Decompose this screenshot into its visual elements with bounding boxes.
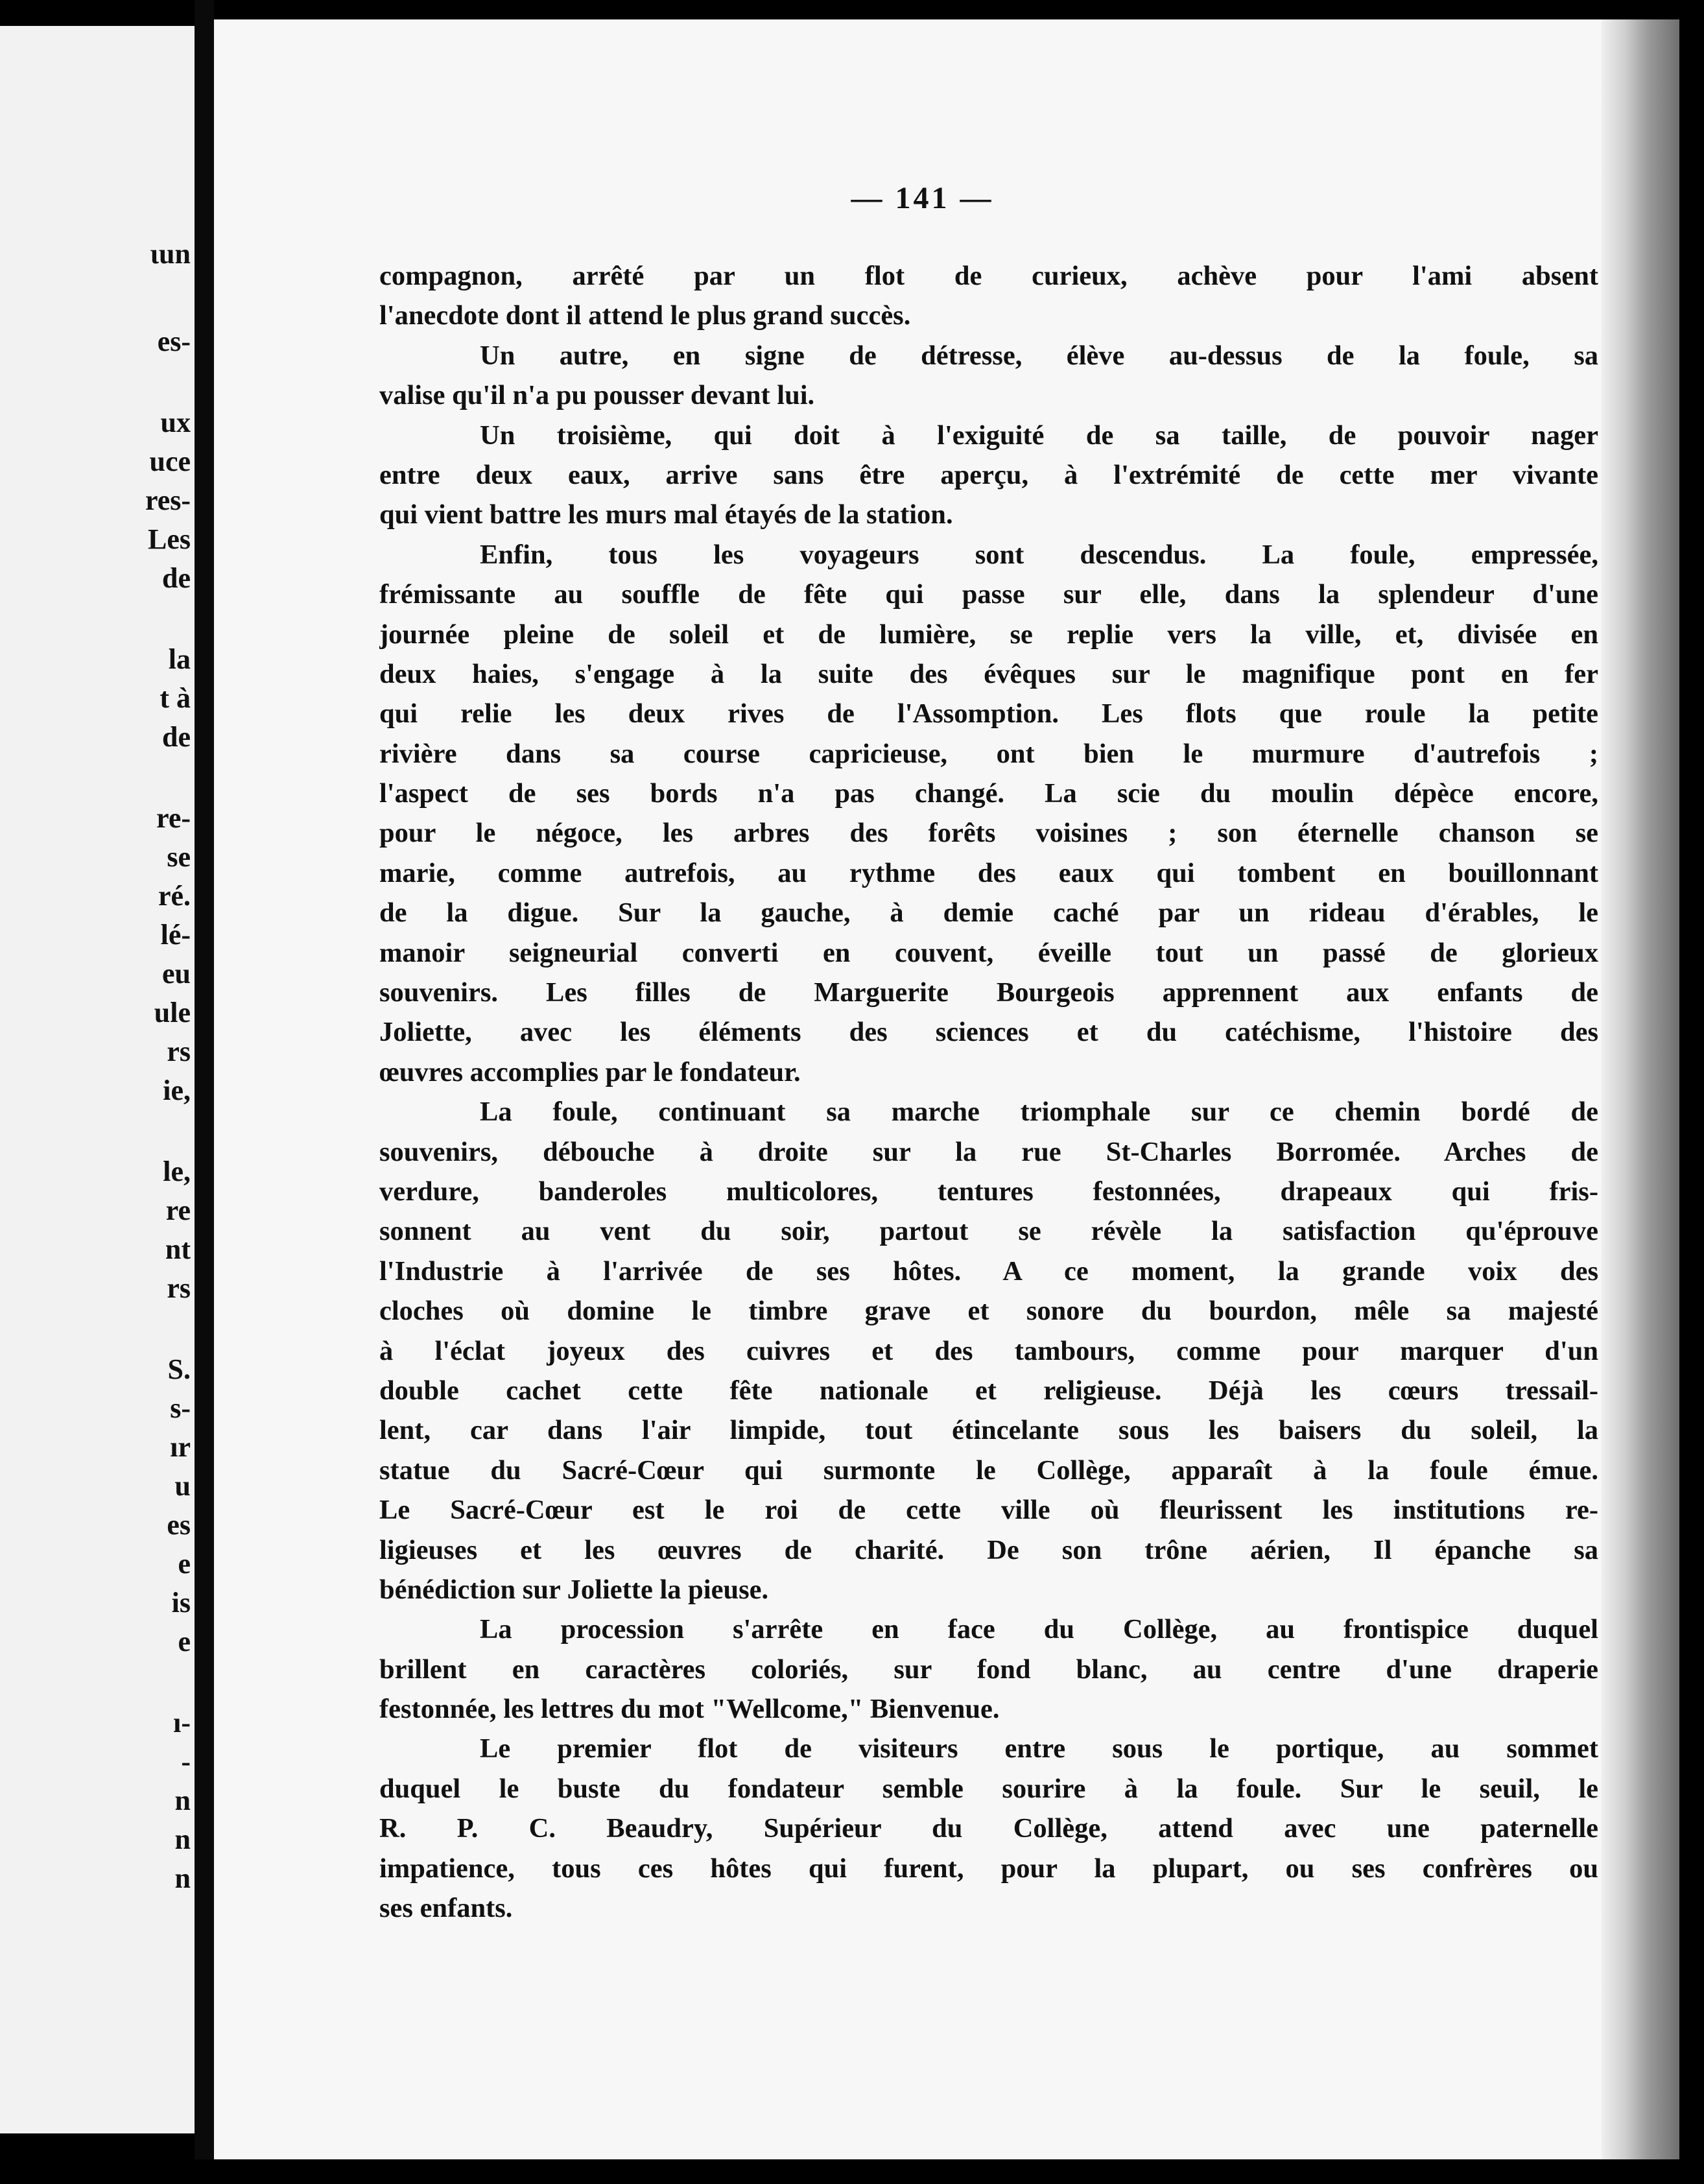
text-line: La foule, continuant sa marche triomphale sur ce chemin bordé de xyxy=(480,1097,1598,1128)
fragment: n xyxy=(174,1862,191,1894)
fragment: Les xyxy=(148,523,191,555)
fragment: es xyxy=(167,1509,191,1541)
text-line: R. P. C. Beaudry, Supérieur du Collège, attend avec une paternelle xyxy=(379,1813,1598,1844)
bottom-border xyxy=(0,2159,1704,2184)
text-line: valise qu'il n'a pu pousser devant lui. xyxy=(379,380,815,411)
top-border xyxy=(0,0,1704,19)
fragment: lé- xyxy=(160,919,191,951)
fragment: re xyxy=(165,1194,191,1226)
text-line: bénédiction sur Joliette la pieuse. xyxy=(379,1574,769,1605)
text-line: manoir seigneurial converti en couvent, éveille tout un passé de glorieux xyxy=(379,937,1598,968)
text-line: double cachet cette fête nationale et religieuse. Déjà les cœurs tressail- xyxy=(379,1375,1598,1406)
facing-page xyxy=(0,26,195,2133)
fragment: ré. xyxy=(158,880,191,912)
fragment: se xyxy=(167,841,191,873)
text-line: de la digue. Sur la gauche, à demie caché par un rideau d'érables, le xyxy=(379,897,1598,929)
main-page xyxy=(214,19,1631,2159)
text-line: Un troisième, qui doit à l'exiguité de sa taille, de pouvoir nager xyxy=(480,420,1598,451)
fragment: u xyxy=(174,1470,191,1502)
fragment: ule xyxy=(154,997,191,1028)
text-line: ligieuses et les œuvres de charité. De son trône aérien, Il épanche sa xyxy=(379,1534,1598,1565)
text-line: lent, car dans l'air limpide, tout étincelante sous les baisers du soleil, la xyxy=(379,1415,1598,1446)
fragment: re- xyxy=(156,802,191,834)
text-line: marie, comme autrefois, au rythme des eaux qui tombent en bouillonnant xyxy=(379,857,1598,888)
gutter xyxy=(195,0,214,2184)
fragment: t à xyxy=(160,682,191,714)
facing-page-fragments xyxy=(0,26,195,2133)
fragment: rs xyxy=(167,1036,191,1067)
text-line: souvenirs, débouche à droite sur la rue St-Charles Borromée. Arches de xyxy=(379,1136,1598,1167)
fragment: la xyxy=(168,643,191,675)
page-edge-shadow xyxy=(1602,19,1679,2159)
text-line: frémissante au souffle de fête qui passe sur elle, dans la splendeur d'une xyxy=(379,579,1598,610)
fragment: is xyxy=(171,1587,191,1619)
text-line: La procession s'arrête en face du Collège, au frontispice duquel xyxy=(480,1614,1598,1645)
fragment: de xyxy=(162,562,191,594)
page-number: — 141 — xyxy=(851,181,994,215)
text-line: qui vient battre les murs mal étayés de la station. xyxy=(379,499,953,530)
text-line: pour le négoce, les arbres des forêts voisines ; son éternelle chanson se xyxy=(379,818,1598,849)
fragment: uce xyxy=(149,445,191,477)
fragment: ux xyxy=(160,407,191,438)
fragment: s- xyxy=(170,1392,191,1424)
body-text xyxy=(379,256,1598,1928)
fragment: de xyxy=(162,721,191,753)
text-line: deux haies, s'engage à la suite des évêques sur le magnifique pont en fer xyxy=(379,658,1598,689)
text-line: l'anecdote dont il attend le plus grand succès. xyxy=(379,300,911,331)
fragment: nt xyxy=(165,1233,191,1265)
fragment: ιun xyxy=(150,238,191,270)
fragment: ı- xyxy=(173,1707,191,1739)
text-line: souvenirs. Les filles de Marguerite Bourgeois apprennent aux enfants de xyxy=(379,977,1598,1008)
fragment: n xyxy=(174,1823,191,1855)
fragment: - xyxy=(181,1746,191,1777)
text-line: statue du Sacré-Cœur qui surmonte le Collège, apparaît à la foule émue. xyxy=(379,1454,1598,1486)
text-line: œuvres accomplies par le fondateur. xyxy=(379,1056,801,1087)
text-line: Le Sacré-Cœur est le roi de cette ville où fleurissent les institutions re- xyxy=(379,1495,1598,1526)
text-line: festonnée, les lettres du mot "Wellcome," Bienvenue. xyxy=(379,1694,1000,1725)
fragment: eu xyxy=(162,958,191,990)
text-line: Le premier flot de visiteurs entre sous le portique, au sommet xyxy=(480,1733,1598,1764)
text-line: cloches où domine le timbre grave et sonore du bourdon, mêle sa majesté xyxy=(379,1296,1598,1327)
text-line: sonnent au vent du soir, partout se révèle la satisfaction qu'éprouve xyxy=(379,1216,1598,1247)
text-line: Un autre, en signe de détresse, élève au-dessus de la foule, sa xyxy=(480,340,1598,371)
text-line: rivière dans sa course capricieuse, ont bien le murmure d'autrefois ; xyxy=(379,738,1598,769)
text-line: compagnon, arrêté par un flot de curieux, achève pour l'ami absent xyxy=(379,261,1598,291)
fragment: ır xyxy=(170,1431,191,1463)
text-line: à l'éclat joyeux des cuivres et des tambours, comme pour marquer d'un xyxy=(379,1335,1598,1366)
text-line: l'aspect de ses bords n'a pas changé. La scie du moulin dépèce encore, xyxy=(379,778,1598,809)
fragment: rs xyxy=(167,1272,191,1304)
text-line: l'Industrie à l'arrivée de ses hôtes. A ce moment, la grande voix des xyxy=(379,1255,1598,1287)
fragment: le, xyxy=(163,1156,191,1187)
text-line: brillent en caractères coloriés, sur fond blanc, au centre d'une draperie xyxy=(379,1654,1598,1685)
fragment: S. xyxy=(167,1353,191,1385)
fragment: ie, xyxy=(163,1074,191,1106)
text-line: duquel le buste du fondateur semble sourire à la foule. Sur le seuil, le xyxy=(379,1773,1598,1804)
fragment: es- xyxy=(157,326,191,357)
fragment: n xyxy=(174,1785,191,1816)
text-line: verdure, banderoles multicolores, tentures festonnées, drapeaux qui fris- xyxy=(379,1176,1598,1207)
text-line: Joliette, avec les éléments des sciences et du catéchisme, l'histoire des xyxy=(379,1017,1598,1048)
fragment: e xyxy=(178,1548,191,1580)
text-line: entre deux eaux, arrive sans être aperçu, à l'extrémité de cette mer vivante xyxy=(379,459,1598,490)
fragment: e xyxy=(178,1626,191,1657)
fragment: res- xyxy=(145,484,191,516)
right-border xyxy=(1679,0,1704,2184)
text-line: impatience, tous ces hôtes qui furent, pour la plupart, ou ses confrères ou xyxy=(379,1853,1598,1884)
text-line: Enfin, tous les voyageurs sont descendus. La foule, empressée, xyxy=(480,539,1598,570)
text-line: qui relie les deux rives de l'Assomption. Les flots que roule la petite xyxy=(379,698,1598,730)
text-line: ses enfants. xyxy=(379,1893,513,1924)
text-line: journée pleine de soleil et de lumière, se replie vers la ville, et, divisée en xyxy=(379,619,1598,650)
